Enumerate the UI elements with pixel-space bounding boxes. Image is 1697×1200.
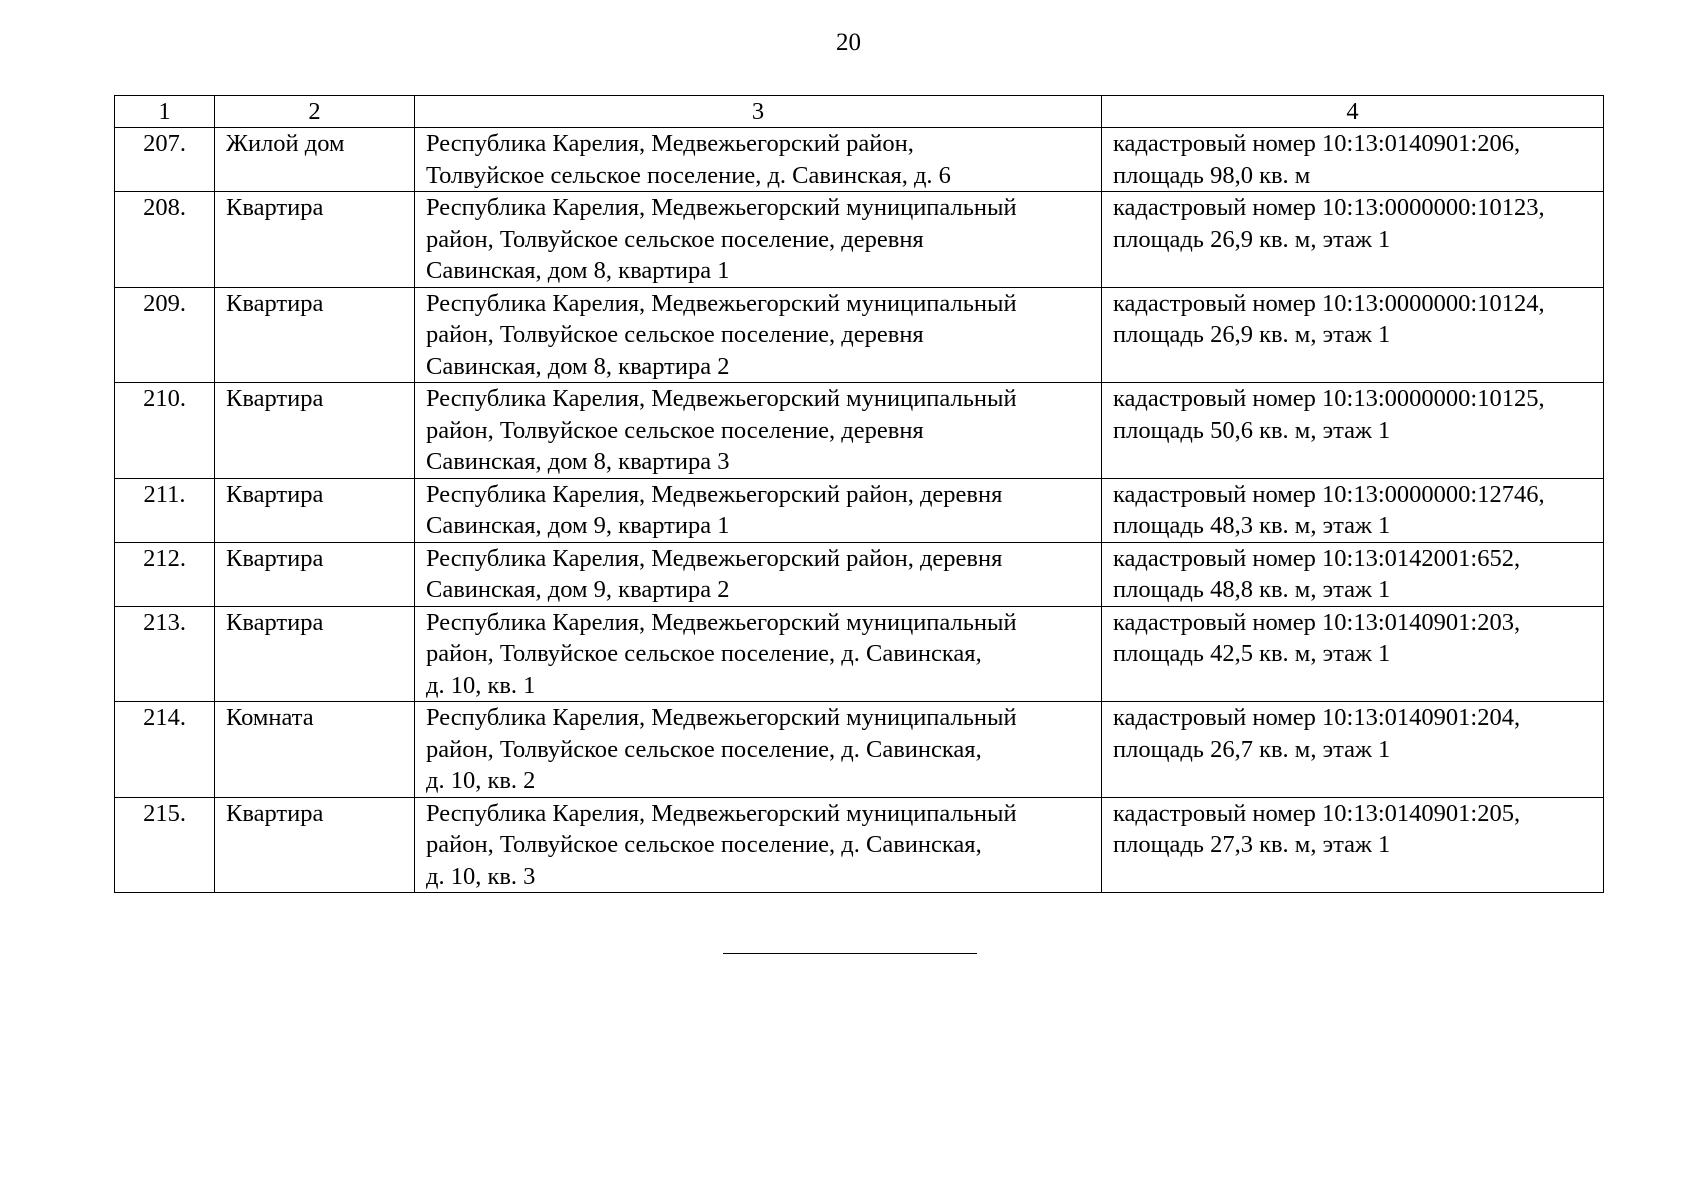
table-row	[115, 542, 1604, 606]
table-row	[115, 192, 1604, 288]
column-number-2: 2	[215, 96, 415, 128]
object-type: Квартира	[215, 287, 415, 383]
table-row	[115, 383, 1604, 479]
column-number-header-row	[115, 96, 1604, 128]
object-type: Квартира	[215, 606, 415, 702]
row-number: 207.	[115, 128, 215, 192]
table-row	[115, 128, 1604, 192]
object-address: Республика Карелия, Медвежьегорский муниципальный район, Толвуйское сельское поселение, д. Савинская, д. 10, кв. 3	[415, 797, 1102, 893]
table-row	[115, 287, 1604, 383]
row-number: 208.	[115, 192, 215, 288]
object-type: Жилой дом	[215, 128, 415, 192]
object-type: Квартира	[215, 478, 415, 542]
object-details: кадастровый номер 10:13:0000000:10123, площадь 26,9 кв. м, этаж 1	[1102, 192, 1604, 288]
object-details: кадастровый номер 10:13:0000000:12746, площадь 48,3 кв. м, этаж 1	[1102, 478, 1604, 542]
property-table	[114, 95, 1604, 893]
row-number: 214.	[115, 702, 215, 798]
object-address: Республика Карелия, Медвежьегорский район, Толвуйское сельское поселение, д. Савинская, д. 6	[415, 128, 1102, 192]
table-row	[115, 797, 1604, 893]
row-number: 212.	[115, 542, 215, 606]
object-address: Республика Карелия, Медвежьегорский муниципальный район, Толвуйское сельское поселение, д. Савинская, д. 10, кв. 2	[415, 702, 1102, 798]
object-details: кадастровый номер 10:13:0000000:10124, площадь 26,9 кв. м, этаж 1	[1102, 287, 1604, 383]
row-number: 209.	[115, 287, 215, 383]
column-number-4: 4	[1102, 96, 1604, 128]
column-number-1: 1	[115, 96, 215, 128]
object-type: Квартира	[215, 383, 415, 479]
object-details: кадастровый номер 10:13:0140901:203, площадь 42,5 кв. м, этаж 1	[1102, 606, 1604, 702]
object-address: Республика Карелия, Медвежьегорский муниципальный район, Толвуйское сельское поселение, деревня Савинская, дом 8, квартира 1	[415, 192, 1102, 288]
object-details: кадастровый номер 10:13:0000000:10125, площадь 50,6 кв. м, этаж 1	[1102, 383, 1604, 479]
table-row	[115, 478, 1604, 542]
object-address: Республика Карелия, Медвежьегорский район, деревня Савинская, дом 9, квартира 1	[415, 478, 1102, 542]
object-address: Республика Карелия, Медвежьегорский муниципальный район, Толвуйское сельское поселение, д. Савинская, д. 10, кв. 1	[415, 606, 1102, 702]
object-address: Республика Карелия, Медвежьегорский муниципальный район, Толвуйское сельское поселение, деревня Савинская, дом 8, квартира 3	[415, 383, 1102, 479]
object-address: Республика Карелия, Медвежьегорский муниципальный район, Толвуйское сельское поселение, деревня Савинская, дом 8, квартира 2	[415, 287, 1102, 383]
object-details: кадастровый номер 10:13:0140901:204, площадь 26,7 кв. м, этаж 1	[1102, 702, 1604, 798]
object-details: кадастровый номер 10:13:0142001:652, площадь 48,8 кв. м, этаж 1	[1102, 542, 1604, 606]
object-details: кадастровый номер 10:13:0140901:205, площадь 27,3 кв. м, этаж 1	[1102, 797, 1604, 893]
object-type: Квартира	[215, 192, 415, 288]
row-number: 211.	[115, 478, 215, 542]
object-type: Комната	[215, 702, 415, 798]
row-number: 213.	[115, 606, 215, 702]
object-type: Квартира	[215, 542, 415, 606]
object-type: Квартира	[215, 797, 415, 893]
table-row	[115, 702, 1604, 798]
column-number-3: 3	[415, 96, 1102, 128]
object-address: Республика Карелия, Медвежьегорский район, деревня Савинская, дом 9, квартира 2	[415, 542, 1102, 606]
row-number: 215.	[115, 797, 215, 893]
end-of-document-rule	[723, 953, 977, 954]
object-details: кадастровый номер 10:13:0140901:206, площадь 98,0 кв. м	[1102, 128, 1604, 192]
table-row	[115, 606, 1604, 702]
page-number: 20	[836, 29, 861, 56]
row-number: 210.	[115, 383, 215, 479]
